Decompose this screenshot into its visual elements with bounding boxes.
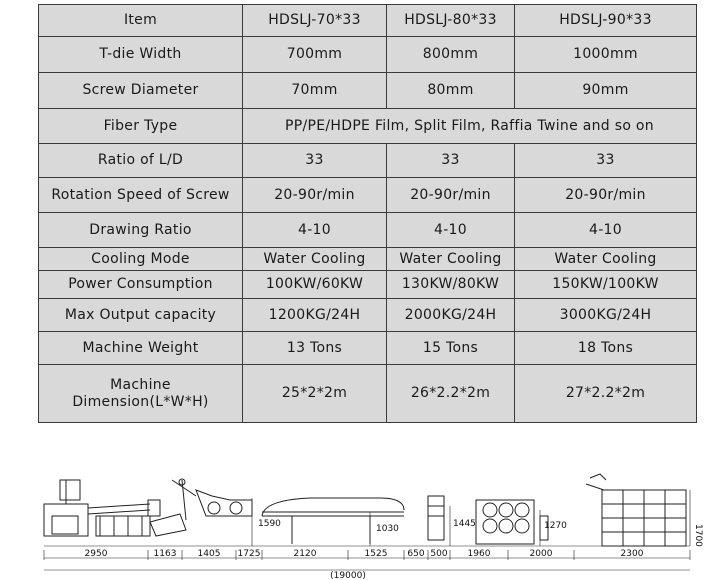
- machine-layout-drawing: [0, 460, 724, 580]
- row-value: 800mm: [387, 37, 515, 73]
- row-span-value: PP/PE/HDPE Film, Split Film, Raffia Twine and so on: [243, 109, 697, 144]
- row-value: 4-10: [515, 213, 697, 248]
- row-value: 1200KG/24H: [243, 299, 387, 332]
- header-model: HDSLJ-80*33: [387, 5, 515, 37]
- row-label: Cooling Mode: [39, 248, 243, 271]
- header-model: HDSLJ-70*33: [243, 5, 387, 37]
- height-1700: 1700: [693, 524, 703, 547]
- table-row: [39, 144, 697, 178]
- row-label: T-die Width: [39, 37, 243, 73]
- row-value: Water Cooling: [515, 248, 697, 271]
- cooling-rollers: [476, 500, 548, 544]
- length-dimension: 1405: [197, 549, 221, 559]
- row-value: 70mm: [243, 73, 387, 109]
- row-value: 100KW/60KW: [243, 271, 387, 299]
- header-model: HDSLJ-90*33: [515, 5, 697, 37]
- row-label: Machine Dimension(L*W*H): [39, 365, 243, 423]
- table-row: [39, 109, 697, 144]
- row-value: 13 Tons: [243, 332, 387, 365]
- length-dimension: 2000: [529, 549, 553, 559]
- row-value: Water Cooling: [243, 248, 387, 271]
- table-row: [39, 37, 697, 73]
- length-dimension: 1725: [237, 549, 261, 559]
- layout-svg: [0, 460, 724, 580]
- extruder-unit: [44, 480, 160, 536]
- table-row: [39, 178, 697, 213]
- row-value: 4-10: [243, 213, 387, 248]
- row-value: 1000mm: [515, 37, 697, 73]
- row-value: 150KW/100KW: [515, 271, 697, 299]
- row-label: Power Consumption: [39, 271, 243, 299]
- roller-stand-2: [428, 496, 444, 540]
- height-1590: 1590: [258, 519, 281, 529]
- row-value: 700mm: [243, 37, 387, 73]
- row-value: 27*2.2*2m: [515, 365, 697, 423]
- height-1445: 1445: [453, 519, 476, 529]
- row-value: 33: [243, 144, 387, 178]
- spec-table: [38, 4, 697, 423]
- roller-stand-1: [196, 490, 252, 516]
- length-dimension: 1960: [467, 549, 491, 559]
- row-value: 18 Tons: [515, 332, 697, 365]
- table-row: [39, 365, 697, 423]
- length-dimension: 1163: [153, 549, 177, 559]
- length-dimension: 500: [430, 549, 448, 559]
- height-1030: 1030: [376, 524, 399, 534]
- length-dimension: 2300: [620, 549, 644, 559]
- height-1270: 1270: [544, 521, 567, 531]
- row-value: 3000KG/24H: [515, 299, 697, 332]
- row-value: 20-90r/min: [387, 178, 515, 213]
- row-value: 80mm: [387, 73, 515, 109]
- row-value: 90mm: [515, 73, 697, 109]
- row-label: Rotation Speed of Screw: [39, 178, 243, 213]
- row-label: Drawing Ratio: [39, 213, 243, 248]
- row-value: 2000KG/24H: [387, 299, 515, 332]
- row-value: 25*2*2m: [243, 365, 387, 423]
- table-row: [39, 271, 697, 299]
- hot-plate-oven: [262, 498, 404, 544]
- row-label: Ratio of L/D: [39, 144, 243, 178]
- cooling-tank: [150, 479, 196, 536]
- table-row: [39, 248, 697, 271]
- table-row: [39, 332, 697, 365]
- row-value: 20-90r/min: [243, 178, 387, 213]
- length-dimension: 650: [407, 549, 425, 559]
- row-value: Water Cooling: [387, 248, 515, 271]
- row-value: 33: [515, 144, 697, 178]
- winder-rack: [586, 474, 686, 546]
- table-row: [39, 299, 697, 332]
- row-value: 130KW/80KW: [387, 271, 515, 299]
- length-dimension: 2120: [293, 549, 317, 559]
- row-value: 15 Tons: [387, 332, 515, 365]
- row-label: Screw Diameter: [39, 73, 243, 109]
- row-value: 26*2.2*2m: [387, 365, 515, 423]
- row-value: 20-90r/min: [515, 178, 697, 213]
- row-label: Machine Weight: [39, 332, 243, 365]
- row-label: Max Output capacity: [39, 299, 243, 332]
- total-length: (19000): [330, 571, 366, 580]
- row-label: Fiber Type: [39, 109, 243, 144]
- table-row: [39, 73, 697, 109]
- length-dimension: 2950: [84, 549, 108, 559]
- row-value: 33: [387, 144, 515, 178]
- row-value: 4-10: [387, 213, 515, 248]
- table-row: [39, 213, 697, 248]
- header-item: Item: [39, 5, 243, 37]
- table-header-row: [39, 5, 697, 37]
- length-dimension: 1525: [364, 549, 388, 559]
